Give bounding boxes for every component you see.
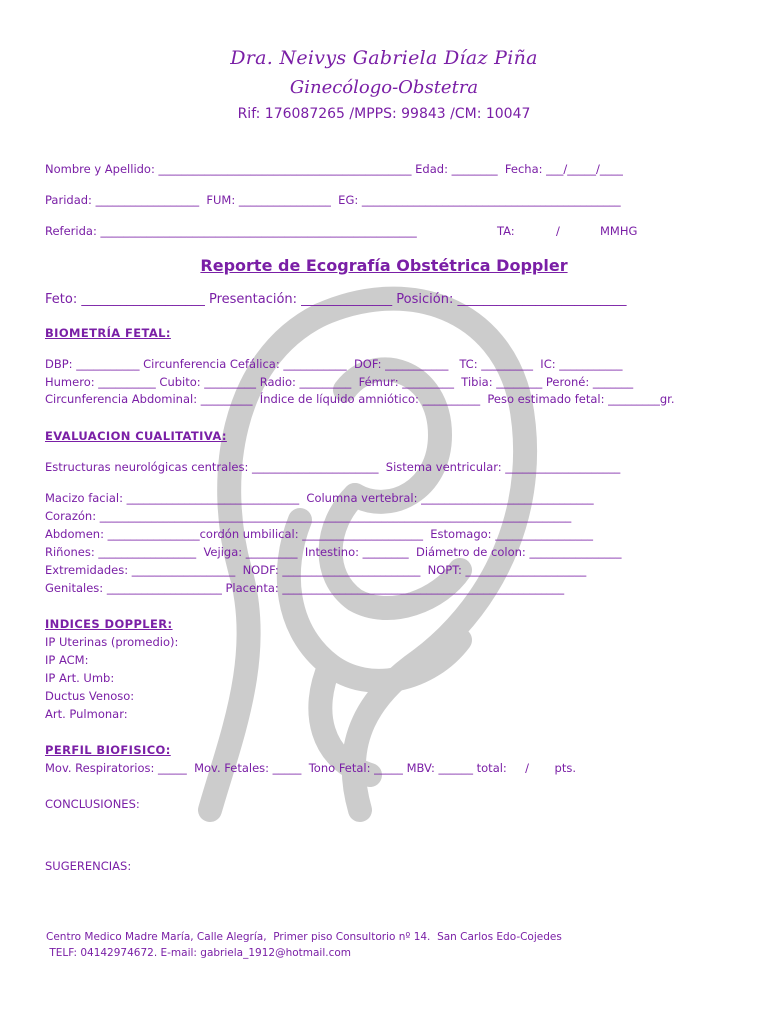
cualitativa-line-3[interactable]: Corazón: __________________________________________________________________________________: [45, 509, 572, 523]
cualitativa-heading: EVALUACION CUALITATIVA:: [45, 429, 227, 443]
biometria-line-2[interactable]: Humero: __________ Cubito: _________ Radio: _________ Fémur: _________ Tibia: ________ Peroné: _______: [45, 375, 634, 389]
patient-row-name[interactable]: Nombre y Apellido: ____________________________________________ Edad: ________ Fecha: ___/_____/____: [45, 162, 623, 176]
doppler-heading: INDICES DOPPLER:: [45, 617, 173, 631]
cualitativa-line-6[interactable]: Extremidades: __________________ NODF: ________________________ NOPT: _____________________: [45, 563, 587, 577]
biofisico-line[interactable]: Mov. Respiratorios: _____ Mov. Fetales: _____ Tono Fetal: _____ MBV: ______ total: / pts.: [45, 761, 577, 775]
doppler-item[interactable]: IP Art. Umb:: [45, 671, 115, 685]
cualitativa-line-1[interactable]: Estructuras neurológicas centrales: ______________________ Sistema ventricular: ____________________: [45, 460, 621, 474]
feto-line[interactable]: Feto: ___________________ Presentación: ______________ Posición: __________________________: [45, 292, 627, 307]
doppler-item[interactable]: Art. Pulmonar:: [45, 707, 128, 721]
ta-slash: /: [556, 224, 560, 238]
conclusiones-label[interactable]: CONCLUSIONES:: [45, 797, 140, 811]
biometria-heading: BIOMETRÍA FETAL:: [45, 326, 171, 340]
cualitativa-line-2[interactable]: Macizo facial: ______________________________ Columna vertebral: ______________________________: [45, 491, 594, 505]
doppler-item[interactable]: IP ACM:: [45, 653, 89, 667]
report-title: Reporte de Ecografía Obstétrica Doppler: [200, 256, 568, 275]
sugerencias-label[interactable]: SUGERENCIAS:: [45, 859, 132, 873]
cualitativa-line-4[interactable]: Abdomen: ________________cordón umbilical: _____________________ Estomago: _________________: [45, 527, 593, 541]
patient-row-referred[interactable]: Referida: _______________________________________________________: [45, 224, 417, 238]
doctor-name: Dra. Neivys Gabriela Díaz Piña: [230, 47, 538, 69]
ta-label: TA:: [497, 224, 515, 238]
biometria-line-1[interactable]: DBP: ___________ Circunferencia Cefálica: ___________ DOF: ___________ TC: _________ IC: ___________: [45, 357, 623, 371]
doctor-specialty: Ginecólogo-Obstetra: [289, 77, 479, 98]
footer-address: Centro Medico Madre María, Calle Alegría, Primer piso Consultorio nº 14. San Carlos Edo-Cojedes: [46, 931, 562, 943]
doppler-item[interactable]: Ductus Venoso:: [45, 689, 135, 703]
patient-row-parity[interactable]: Paridad: __________________ FUM: ________________ EG: _____________________________________________: [45, 193, 621, 207]
cualitativa-line-5[interactable]: Riñones: _________________ Vejiga: _________ Intestino: ________ Diámetro de colon: ________________: [45, 545, 622, 559]
footer-contact: TELF: 04142974672. E-mail: gabriela_1912@hotmail.com: [46, 947, 352, 959]
doppler-item[interactable]: IP Uterinas (promedio):: [45, 635, 179, 649]
ta-unit: MMHG: [600, 224, 638, 238]
biometria-line-3[interactable]: Circunferencia Abdominal: _________ Índice de líquido amniótico: __________ Peso estimado fetal: _________gr.: [45, 392, 675, 406]
biofisico-heading: PERFIL BIOFISICO:: [45, 743, 171, 757]
doctor-registry: Rif: 176087265 /MPPS: 99843 /CM: 10047: [237, 106, 531, 122]
cualitativa-line-7[interactable]: Genitales: ____________________ Placenta: _________________________________________________: [45, 581, 565, 595]
